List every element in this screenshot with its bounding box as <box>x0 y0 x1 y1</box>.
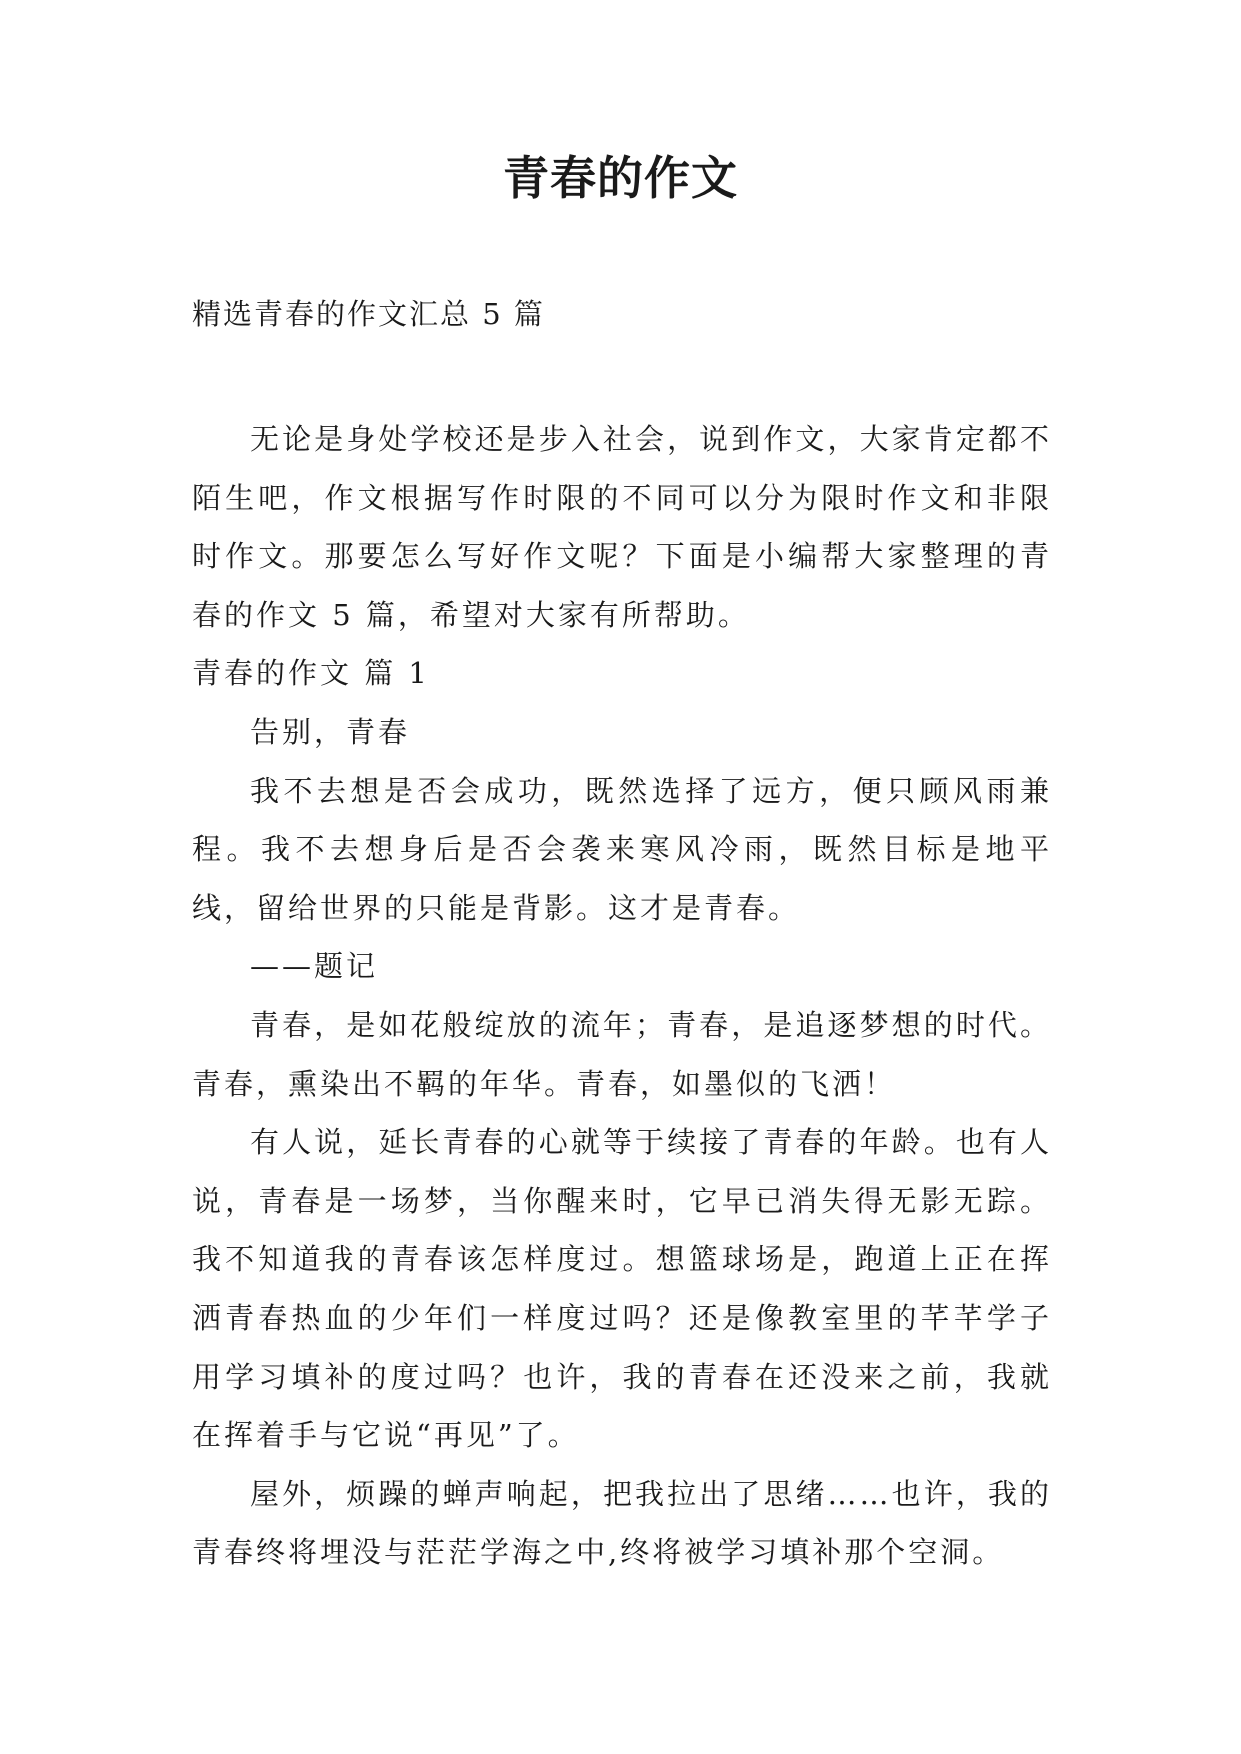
section-heading: 青春的作文 篇 1 <box>192 656 430 691</box>
document-subtitle: 精选青春的作文汇总 5 篇 <box>192 297 545 331</box>
body-paragraph: 青春，是如花般绽放的流年；青春，是追逐梦想的时代。青春，熏染出不羁的年华。青春，如墨似的飞洒！ <box>192 1007 1052 1101</box>
epigraph-attribution: ——题记 <box>250 949 379 984</box>
body-paragraph: 有人说，延长青春的心就等于续接了青春的年龄。也有人说，青春是一场梦，当你醒来时，它早已消失得无影无踪。我不知道我的青春该怎样度过。想篮球场是，跑道上正在挥洒青春热血的少年们一样度过吗？还是像教室里的芊芊学子用学习填补的度过吗？也许，我的青春在还没来之前，我就在挥着手与它说“再见”了。 <box>192 1125 1052 1453</box>
epigraph-paragraph: 我不去想是否会成功，既然选择了远方，便只顾风雨兼程。我不去想身后是否会袭来寒风冷雨，既然目标是地平线，留给世界的只能是背影。这才是青春。 <box>192 773 1052 925</box>
intro-paragraph: 无论是身处学校还是步入社会，说到作文，大家肯定都不陌生吧，作文根据写作时限的不同可以分为限时作文和非限时作文。那要怎么写好作文呢？下面是小编帮大家整理的青春的作文 5 篇，希望对大家有所帮助。 <box>192 422 1052 632</box>
document-title: 青春的作文 <box>503 151 738 205</box>
body-paragraph: 屋外，烦躁的蝉声响起，把我拉出了思绪……也许，我的青春终将埋没与茫茫学海之中,终将被学习填补那个空洞。 <box>192 1476 1052 1570</box>
document-body <box>192 410 1052 1582</box>
essay-title: 告别，青春 <box>250 714 411 749</box>
